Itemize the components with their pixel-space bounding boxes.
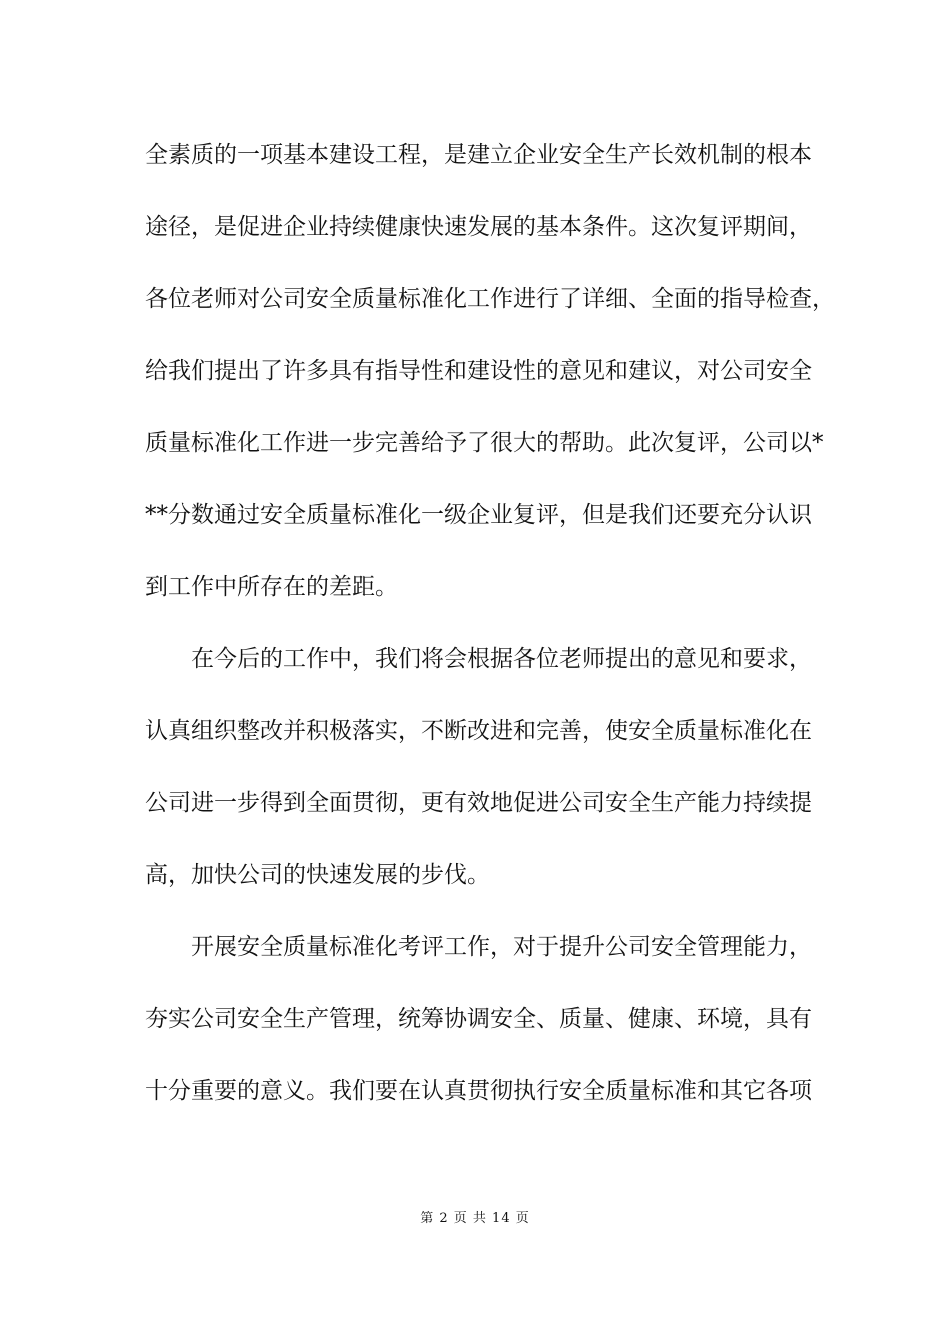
text-line: 夯实公司安全生产管理，统筹协调安全、质量、健康、环境，具有 <box>145 1006 812 1032</box>
text-line: **分数通过安全质量标准化一级企业复评，但是我们还要充分认识 <box>145 502 812 528</box>
text-line: 公司进一步得到全面贯彻，更有效地促进公司安全生产能力持续提 <box>145 790 812 816</box>
text-line: 给我们提出了许多具有指导性和建设性的意见和建议，对公司安全 <box>145 358 812 384</box>
text-line: 途径，是促进企业持续健康快速发展的基本条件。这次复评期间， <box>145 214 812 240</box>
text-line: 到工作中所存在的差距。 <box>145 574 398 600</box>
text-line: 全素质的一项基本建设工程，是建立企业安全生产长效机制的根本 <box>145 142 812 168</box>
text-line: 十分重要的意义。我们要在认真贯彻执行安全质量标准和其它各项 <box>145 1078 812 1104</box>
page-number-footer: 第 2 页 共 14 页 <box>420 1211 530 1226</box>
paragraph-start-line: 开展安全质量标准化考评工作，对于提升公司安全管理能力， <box>191 934 812 960</box>
text-line: 各位老师对公司安全质量标准化工作进行了详细、全面的指导检查， <box>145 286 835 312</box>
paragraph-start-line: 在今后的工作中，我们将会根据各位老师提出的意见和要求， <box>191 646 812 672</box>
text-line: 认真组织整改并积极落实，不断改进和完善，使安全质量标准化在 <box>145 718 812 744</box>
text-line: 高，加快公司的快速发展的步伐。 <box>145 862 490 888</box>
text-line: 质量标准化工作进一步完善给予了很大的帮助。此次复评，公司以* <box>145 430 824 456</box>
